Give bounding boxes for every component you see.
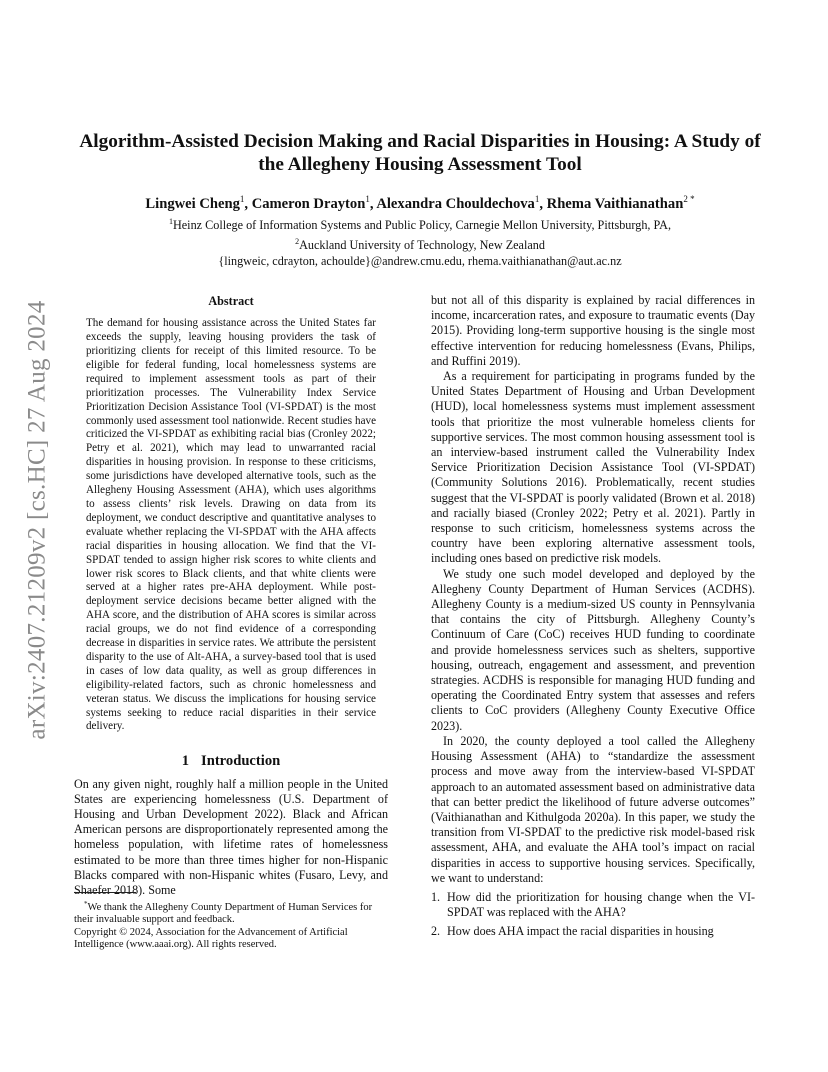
section-heading-introduction [74, 754, 388, 769]
copyright-notice: Copyright © 2024, Association for the Advancement of Artificial Intelligence (www.aaai.org). All rights reserved. [74, 926, 348, 951]
abstract-heading: Abstract [208, 294, 254, 308]
footnote-rule [74, 892, 136, 893]
author-name: Rhema Vaithianathan [546, 196, 684, 212]
affiliations [60, 214, 780, 270]
footnotes [74, 892, 388, 952]
section-title-text: Introduction [201, 753, 281, 770]
section-number: 1 [181, 753, 190, 770]
research-question: 2. How does AHA impact the racial disparities in housing [431, 924, 714, 939]
author-name: Cameron Drayton [251, 196, 366, 212]
research-question: 1. How did the prioritization for housing change when the VI-SPDAT was replaced with the AHA? [431, 889, 755, 920]
paper-title: Algorithm-Assisted Decision Making and Racial Disparities in Housing: A Study of the Allegheny Housing Assessment Tool [79, 131, 761, 175]
left-column [74, 294, 388, 898]
body-paragraph: In 2020, the county deployed a tool called the Allegheny Housing Assessment (AHA) to “standardize the assessment process and move away from the interview-based VI-SPDAT approach to an automated assessment based on administrative data that can better predict the likelihood of future adverse outcomes” (Vaithianathan and Kithulgoda 2020a). In this paper, we study the transition from VI-SPDAT to the predictive risk model-based risk assessment, AHA, and evaluate the AHA tool’s impact on racial disparities in access to supportive housing services. Specifically, we want to understand: [431, 733, 755, 885]
body-paragraph: As a requirement for participating in programs funded by the United States Department of Housing and Urban Development (HUD), local homelessness systems must implement assessment tools that prioritize the most vulnerable homeless clients for supportive services. The most common housing assessment tool is an interview-based instrument called the Vulnerability Index Service Prioritization Decision Assistance Tool (VI-SPDAT) (Community Solutions 2016). Problematically, recent studies suggest that the VI-SPDAT is poorly validated (Brown et al. 2018) and racially biased (Cronley 2022; Petry et al. 2021). Partly in response to such criticism, homelessness systems across the country have been exploring alternative assessment tools, including ones based on predictive risk models. [431, 369, 755, 566]
arxiv-side-stamp [18, 270, 58, 770]
author-list: Lingwei Cheng$^1$, Cameron Drayton$^1$, Alexandra Chouldechova$^1$, Rhema Vaithianathan$^{2 *}$ [145, 194, 695, 212]
acknowledgement-footnote: *We thank the Allegheny County Department of Human Services for their invaluable support and feedback. [74, 900, 373, 926]
arxiv-identifier: arXiv:2407.21209v2 [cs.HC] 27 Aug 2024 [24, 300, 51, 740]
body-paragraph: We study one such model developed and deployed by the Allegheny County Department of Human Services (ACDHS). Allegheny County is a medium-sized US county in Pennsylvania that contains the city of Pittsburgh. Allegheny County’s Continuum of Care (CoC) receives HUD funding to coordinate and provide homelessness services such as shelters, supportive housing, outreach, engagement and assessment, and prevention strategies. ACDHS is responsible for managing HUD funding and operating the Coordinated Entry system that assesses and refers clients to CoC providers (Allegheny County Executive Office 2023). [431, 566, 755, 733]
author-mark: 2 * [683, 194, 695, 204]
author-mark: 1 [239, 194, 245, 204]
author-name: Alexandra Chouldechova [376, 196, 535, 212]
author-emails: {lingweic, cdrayton, achoulde}@andrew.cmu.edu, rhema.vaithianathan@aut.ac.nz [218, 254, 622, 268]
affiliation-1: $^1$Heinz College of Information Systems and Public Policy, Carnegie Mellon University, Pittsburgh, PA, [168, 217, 672, 232]
body-paragraph: but not all of this disparity is explained by racial differences in income, incarceration rates, and exposure to traumatic events (Day 2015). Providing long-term supportive housing is the single most effective intervention for reducing homelessness (Evans, Philips, and Ruffini 2019). [431, 293, 755, 368]
author-mark: 1 [534, 194, 540, 204]
author-mark: 1 [365, 194, 370, 204]
intro-paragraph-1: On any given night, roughly half a million people in the United States are experiencing homelessness (U.S. Department of Housing and Urban Development 2022). Black and African American persons are disproportionately represented among the homeless population, with lifetime rates of homelessness estimated to be more than three times higher for non-Hispanic Blacks compared with non-Hispanic whites (Fusaro, Levy, and Shaefer 2018). Some [74, 776, 388, 898]
research-questions [431, 890, 755, 940]
author-name: Lingwei Cheng [145, 196, 240, 212]
right-column [431, 293, 755, 944]
abstract-text: The demand for housing assistance across the United States far exceeds the supply, leaving housing providers the task of prioritizing clients for receipt of this limited resource. To be eligible for federal funding, local homelessness systems are required to implement assessment tools as part of their prioritization processes. The Vulnerability Index Service Prioritization Decision Assistance Tool (VI-SPDAT) is the most commonly used assessment tool nationwide. Recent studies have criticized the VI-SPDAT as exhibiting racial bias (Cronley 2022; Petry et al. 2021), which may lead to unwarranted racial disparities in housing provision. In response to these criticisms, some jurisdictions have developed alternative tools, such as the Allegheny Housing Assessment (AHA), which uses algorithms to assess clients’ risk levels. Drawing on data from its deployment, we conduct descriptive and quantitative analyses to evaluate whether replacing the VI-SPDAT with the AHA affects racial disparities in housing allocation. We find that the VI-SPDAT tended to assign higher risk scores to white clients and lower risk scores to Black clients, and that white clients were served at a higher rates pre-AHA deployment. While post-deployment service decisions became better aligned with the AHA score, and the distribution of AHA scores is similar across racial groups, we do not find evidence of a corresponding decrease in disparities in service rates. We attribute the persistent disparity to the use of Alt-AHA, a survey-based tool that is used in cases of low data quality, as well as group differences in eligibility-related factors, such as chronic homelessness and veteran status. We discuss the implications for housing service systems seeking to reduce racial disparities in their service delivery. [86, 317, 376, 733]
affiliation-2: $^2$Auckland University of Technology, New Zealand [295, 236, 545, 252]
